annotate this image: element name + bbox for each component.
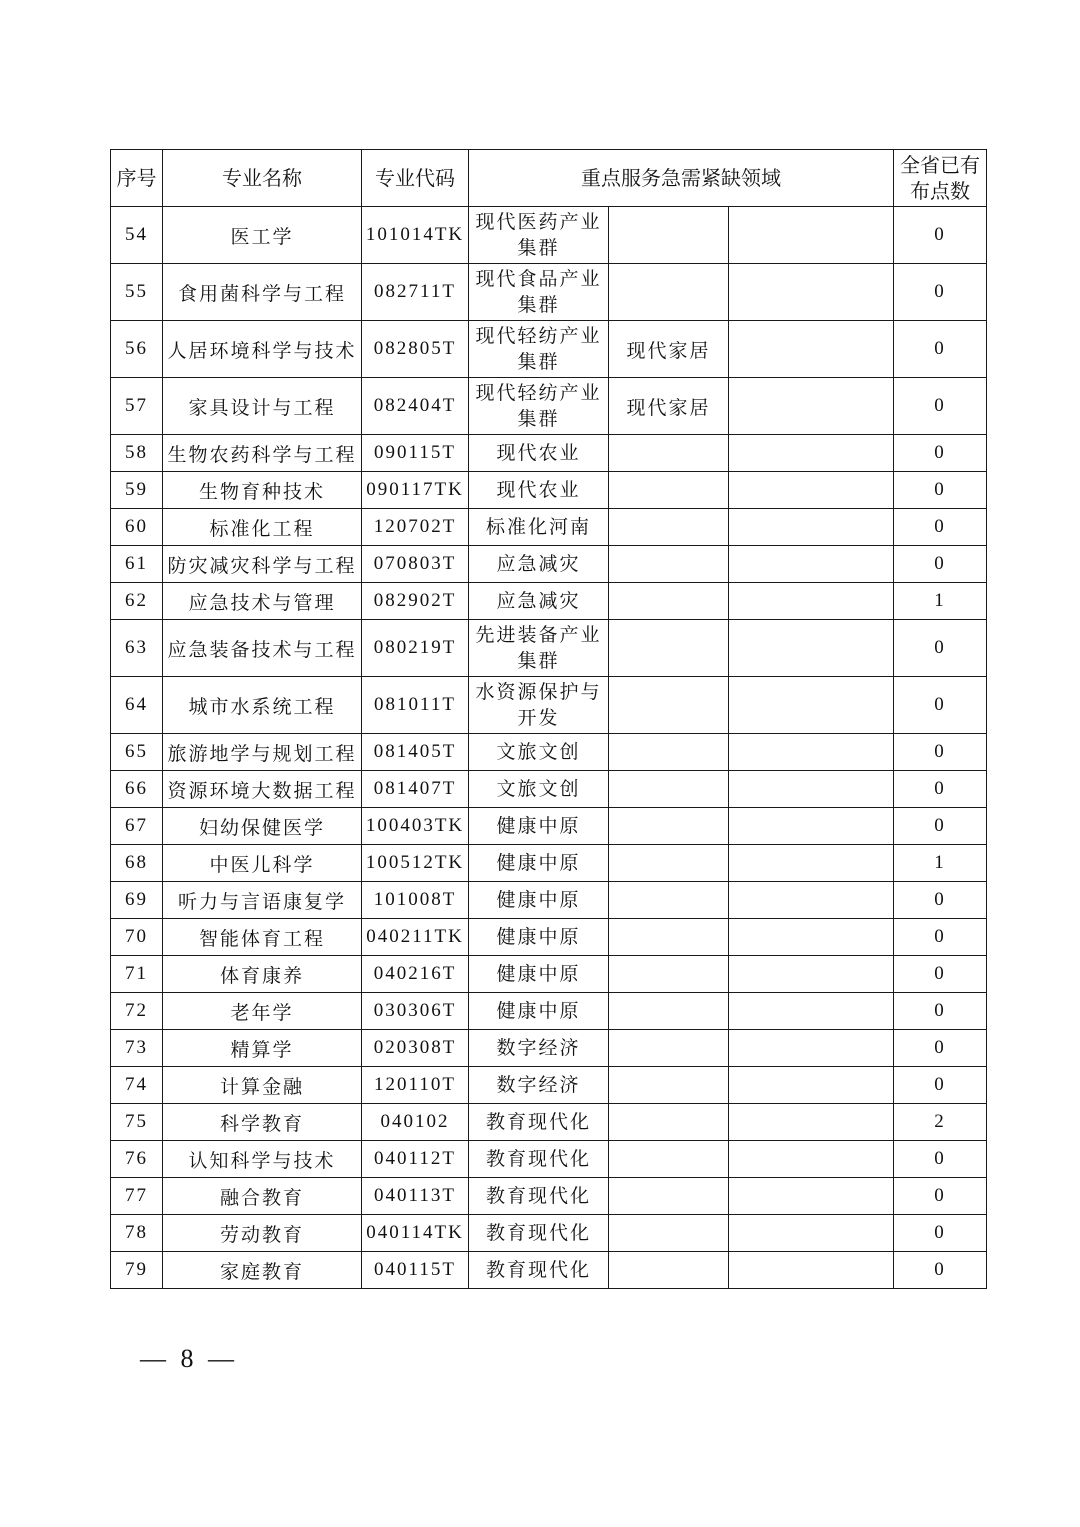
area-text: 现代医药产业集群 [475,211,602,259]
cell-area2 [609,1215,729,1252]
cell-code: 082902T [362,583,469,620]
cell-name: 生物育种技术 [163,472,362,509]
cell-area2 [609,472,729,509]
cell-area2: 现代家居 [609,321,729,378]
cell-seq: 75 [111,1104,163,1141]
cell-area2 [609,734,729,771]
cell-area2 [609,677,729,734]
header-count-text: 全省已有布点数 [900,153,980,203]
cell-code: 090115T [362,435,469,472]
cell-area3 [729,1030,894,1067]
cell-code: 120702T [362,509,469,546]
cell-name: 精算学 [163,1030,362,1067]
cell-count: 0 [894,919,987,956]
table-row [111,620,987,677]
cell-area3 [729,771,894,808]
cell-area1 [469,1067,609,1104]
cell-count: 0 [894,378,987,435]
table-row [111,378,987,435]
area-text: 现代食品产业集群 [475,268,602,316]
cell-name: 家具设计与工程 [163,378,362,435]
table-row [111,1104,987,1141]
area-text: 文旅文创 [496,741,581,763]
cell-area1 [469,845,609,882]
cell-seq: 78 [111,1215,163,1252]
area-text: 现代轻纺产业集群 [475,382,602,430]
cell-area1 [469,771,609,808]
table-row [111,321,987,378]
cell-count: 0 [894,509,987,546]
cell-area3 [729,1252,894,1289]
cell-name: 人居环境科学与技术 [163,321,362,378]
header-row [111,150,987,207]
cell-area3 [729,435,894,472]
cell-code: 080219T [362,620,469,677]
table-row [111,734,987,771]
table-row [111,435,987,472]
cell-code: 040211TK [362,919,469,956]
table-row [111,207,987,264]
cell-area2 [609,1104,729,1141]
cell-area3 [729,1104,894,1141]
cell-seq: 66 [111,771,163,808]
table-row [111,882,987,919]
cell-area2 [609,771,729,808]
cell-area2 [609,546,729,583]
cell-code: 120110T [362,1067,469,1104]
cell-count: 0 [894,472,987,509]
cell-name: 应急技术与管理 [163,583,362,620]
area-text: 健康中原 [496,852,581,874]
cell-area3 [729,993,894,1030]
cell-seq: 65 [111,734,163,771]
cell-area2 [609,882,729,919]
cell-area3 [729,583,894,620]
cell-name: 防灾减灾科学与工程 [163,546,362,583]
cell-code: 100403TK [362,808,469,845]
area-text: 健康中原 [496,1000,581,1022]
table-row [111,1178,987,1215]
cell-area3 [729,734,894,771]
cell-name: 科学教育 [163,1104,362,1141]
cell-name: 城市水系统工程 [163,677,362,734]
cell-count: 2 [894,1104,987,1141]
area-text: 教育现代化 [485,1148,591,1170]
cell-count: 0 [894,882,987,919]
area-text: 水资源保护与开发 [475,681,602,729]
cell-name: 智能体育工程 [163,919,362,956]
cell-count: 0 [894,435,987,472]
cell-area3 [729,956,894,993]
cell-area3 [729,919,894,956]
cell-area2 [609,956,729,993]
cell-area2: 现代家居 [609,378,729,435]
cell-code: 090117TK [362,472,469,509]
cell-code: 082711T [362,264,469,321]
cell-area2 [609,207,729,264]
cell-area1 [469,546,609,583]
table-row [111,808,987,845]
cell-count: 0 [894,207,987,264]
cell-name: 中医儿科学 [163,845,362,882]
cell-area1 [469,1030,609,1067]
area-text: 现代农业 [496,479,581,501]
cell-area3 [729,845,894,882]
header-area: 重点服务急需紧缺领域 [469,150,894,207]
cell-area1 [469,620,609,677]
cell-area3 [729,378,894,435]
cell-seq: 64 [111,677,163,734]
cell-seq: 70 [111,919,163,956]
cell-area3 [729,264,894,321]
header-count [894,150,987,207]
area-text: 健康中原 [496,889,581,911]
cell-name: 旅游地学与规划工程 [163,734,362,771]
cell-area3 [729,1067,894,1104]
cell-code: 040102 [362,1104,469,1141]
cell-code: 040216T [362,956,469,993]
cell-count: 0 [894,264,987,321]
cell-name: 融合教育 [163,1178,362,1215]
cell-area1 [469,677,609,734]
area-text: 教育现代化 [485,1111,591,1133]
cell-area1 [469,993,609,1030]
table-row [111,264,987,321]
cell-area3 [729,808,894,845]
cell-area3 [729,472,894,509]
cell-name: 妇幼保健医学 [163,808,362,845]
cell-name: 劳动教育 [163,1215,362,1252]
area-text: 教育现代化 [485,1259,591,1281]
area-text: 健康中原 [496,815,581,837]
cell-area3 [729,620,894,677]
cell-code: 040115T [362,1252,469,1289]
cell-area2 [609,845,729,882]
cell-seq: 58 [111,435,163,472]
cell-count: 0 [894,1141,987,1178]
cell-seq: 62 [111,583,163,620]
cell-area1 [469,435,609,472]
cell-name: 老年学 [163,993,362,1030]
cell-area1 [469,207,609,264]
cell-area2 [609,583,729,620]
cell-count: 0 [894,1252,987,1289]
area-text: 应急减灾 [496,590,581,612]
table-row [111,993,987,1030]
header-seq: 序号 [111,150,163,207]
cell-seq: 76 [111,1141,163,1178]
cell-seq: 67 [111,808,163,845]
cell-area2 [609,1141,729,1178]
cell-name: 标准化工程 [163,509,362,546]
cell-seq: 69 [111,882,163,919]
cell-area1 [469,1215,609,1252]
area-text: 标准化河南 [485,516,591,538]
table-row [111,1067,987,1104]
cell-count: 0 [894,993,987,1030]
cell-area1 [469,509,609,546]
table-row [111,956,987,993]
cell-area1 [469,264,609,321]
cell-seq: 59 [111,472,163,509]
area-text: 现代农业 [496,442,581,464]
cell-area3 [729,546,894,583]
page-number: — 8 — [140,1344,238,1373]
cell-name: 医工学 [163,207,362,264]
table-row [111,546,987,583]
cell-code: 081407T [362,771,469,808]
cell-count: 0 [894,1067,987,1104]
cell-seq: 68 [111,845,163,882]
cell-area2 [609,1067,729,1104]
cell-name: 资源环境大数据工程 [163,771,362,808]
cell-area2 [609,509,729,546]
cell-code: 101008T [362,882,469,919]
area-text: 现代轻纺产业集群 [475,325,602,373]
cell-name: 计算金融 [163,1067,362,1104]
cell-code: 082404T [362,378,469,435]
cell-seq: 77 [111,1178,163,1215]
header-name: 专业名称 [163,150,362,207]
cell-area3 [729,1215,894,1252]
cell-seq: 55 [111,264,163,321]
cell-count: 1 [894,583,987,620]
cell-count: 0 [894,1178,987,1215]
cell-code: 081011T [362,677,469,734]
area-text: 文旅文创 [496,778,581,800]
table-row [111,1215,987,1252]
cell-code: 040113T [362,1178,469,1215]
cell-seq: 74 [111,1067,163,1104]
cell-code: 101014TK [362,207,469,264]
cell-code: 040112T [362,1141,469,1178]
cell-seq: 71 [111,956,163,993]
table-row [111,919,987,956]
table-row [111,845,987,882]
table-row [111,1030,987,1067]
cell-code: 100512TK [362,845,469,882]
cell-code: 081405T [362,734,469,771]
table-row [111,472,987,509]
cell-count: 0 [894,1030,987,1067]
cell-area1 [469,583,609,620]
cell-name: 认知科学与技术 [163,1141,362,1178]
cell-count: 0 [894,1215,987,1252]
cell-area1 [469,321,609,378]
cell-code: 030306T [362,993,469,1030]
cell-code: 070803T [362,546,469,583]
area-text: 健康中原 [496,963,581,985]
cell-area3 [729,321,894,378]
cell-area1 [469,882,609,919]
cell-area3 [729,677,894,734]
cell-area2 [609,435,729,472]
area-text: 数字经济 [496,1074,581,1096]
cell-code: 040114TK [362,1215,469,1252]
cell-count: 0 [894,734,987,771]
cell-area1 [469,808,609,845]
table-row [111,509,987,546]
area-text: 健康中原 [496,926,581,948]
cell-count: 1 [894,845,987,882]
cell-seq: 56 [111,321,163,378]
cell-area1 [469,1104,609,1141]
cell-name: 食用菌科学与工程 [163,264,362,321]
cell-code: 082805T [362,321,469,378]
table-row [111,1252,987,1289]
cell-area1 [469,734,609,771]
cell-count: 0 [894,620,987,677]
cell-area3 [729,207,894,264]
cell-seq: 72 [111,993,163,1030]
cell-count: 0 [894,546,987,583]
cell-area1 [469,919,609,956]
cell-seq: 54 [111,207,163,264]
table-row [111,677,987,734]
cell-seq: 73 [111,1030,163,1067]
cell-count: 0 [894,956,987,993]
cell-count: 0 [894,808,987,845]
cell-area2 [609,1030,729,1067]
cell-area2 [609,808,729,845]
cell-seq: 63 [111,620,163,677]
table-row [111,771,987,808]
cell-area1 [469,956,609,993]
cell-count: 0 [894,321,987,378]
cell-area2 [609,1178,729,1215]
cell-name: 生物农药科学与工程 [163,435,362,472]
cell-name: 体育康养 [163,956,362,993]
cell-area3 [729,509,894,546]
cell-name: 应急装备技术与工程 [163,620,362,677]
area-text: 教育现代化 [485,1185,591,1207]
cell-count: 0 [894,677,987,734]
cell-name: 家庭教育 [163,1252,362,1289]
cell-area1 [469,472,609,509]
cell-code: 020308T [362,1030,469,1067]
header-code: 专业代码 [362,150,469,207]
cell-area1 [469,1178,609,1215]
cell-seq: 57 [111,378,163,435]
table-row [111,583,987,620]
area-text: 教育现代化 [485,1222,591,1244]
cell-area2 [609,1252,729,1289]
area-text: 应急减灾 [496,553,581,575]
cell-area2 [609,620,729,677]
cell-seq: 60 [111,509,163,546]
cell-area3 [729,882,894,919]
cell-area1 [469,1252,609,1289]
area-text: 数字经济 [496,1037,581,1059]
cell-area3 [729,1178,894,1215]
cell-area1 [469,378,609,435]
cell-count: 0 [894,771,987,808]
majors-table [110,149,987,1289]
cell-seq: 79 [111,1252,163,1289]
cell-name: 听力与言语康复学 [163,882,362,919]
cell-area1 [469,1141,609,1178]
cell-area3 [729,1141,894,1178]
table-row [111,1141,987,1178]
table-body [111,207,987,1289]
area-text: 先进装备产业集群 [475,624,602,672]
cell-area2 [609,264,729,321]
cell-area2 [609,919,729,956]
cell-area2 [609,993,729,1030]
cell-seq: 61 [111,546,163,583]
